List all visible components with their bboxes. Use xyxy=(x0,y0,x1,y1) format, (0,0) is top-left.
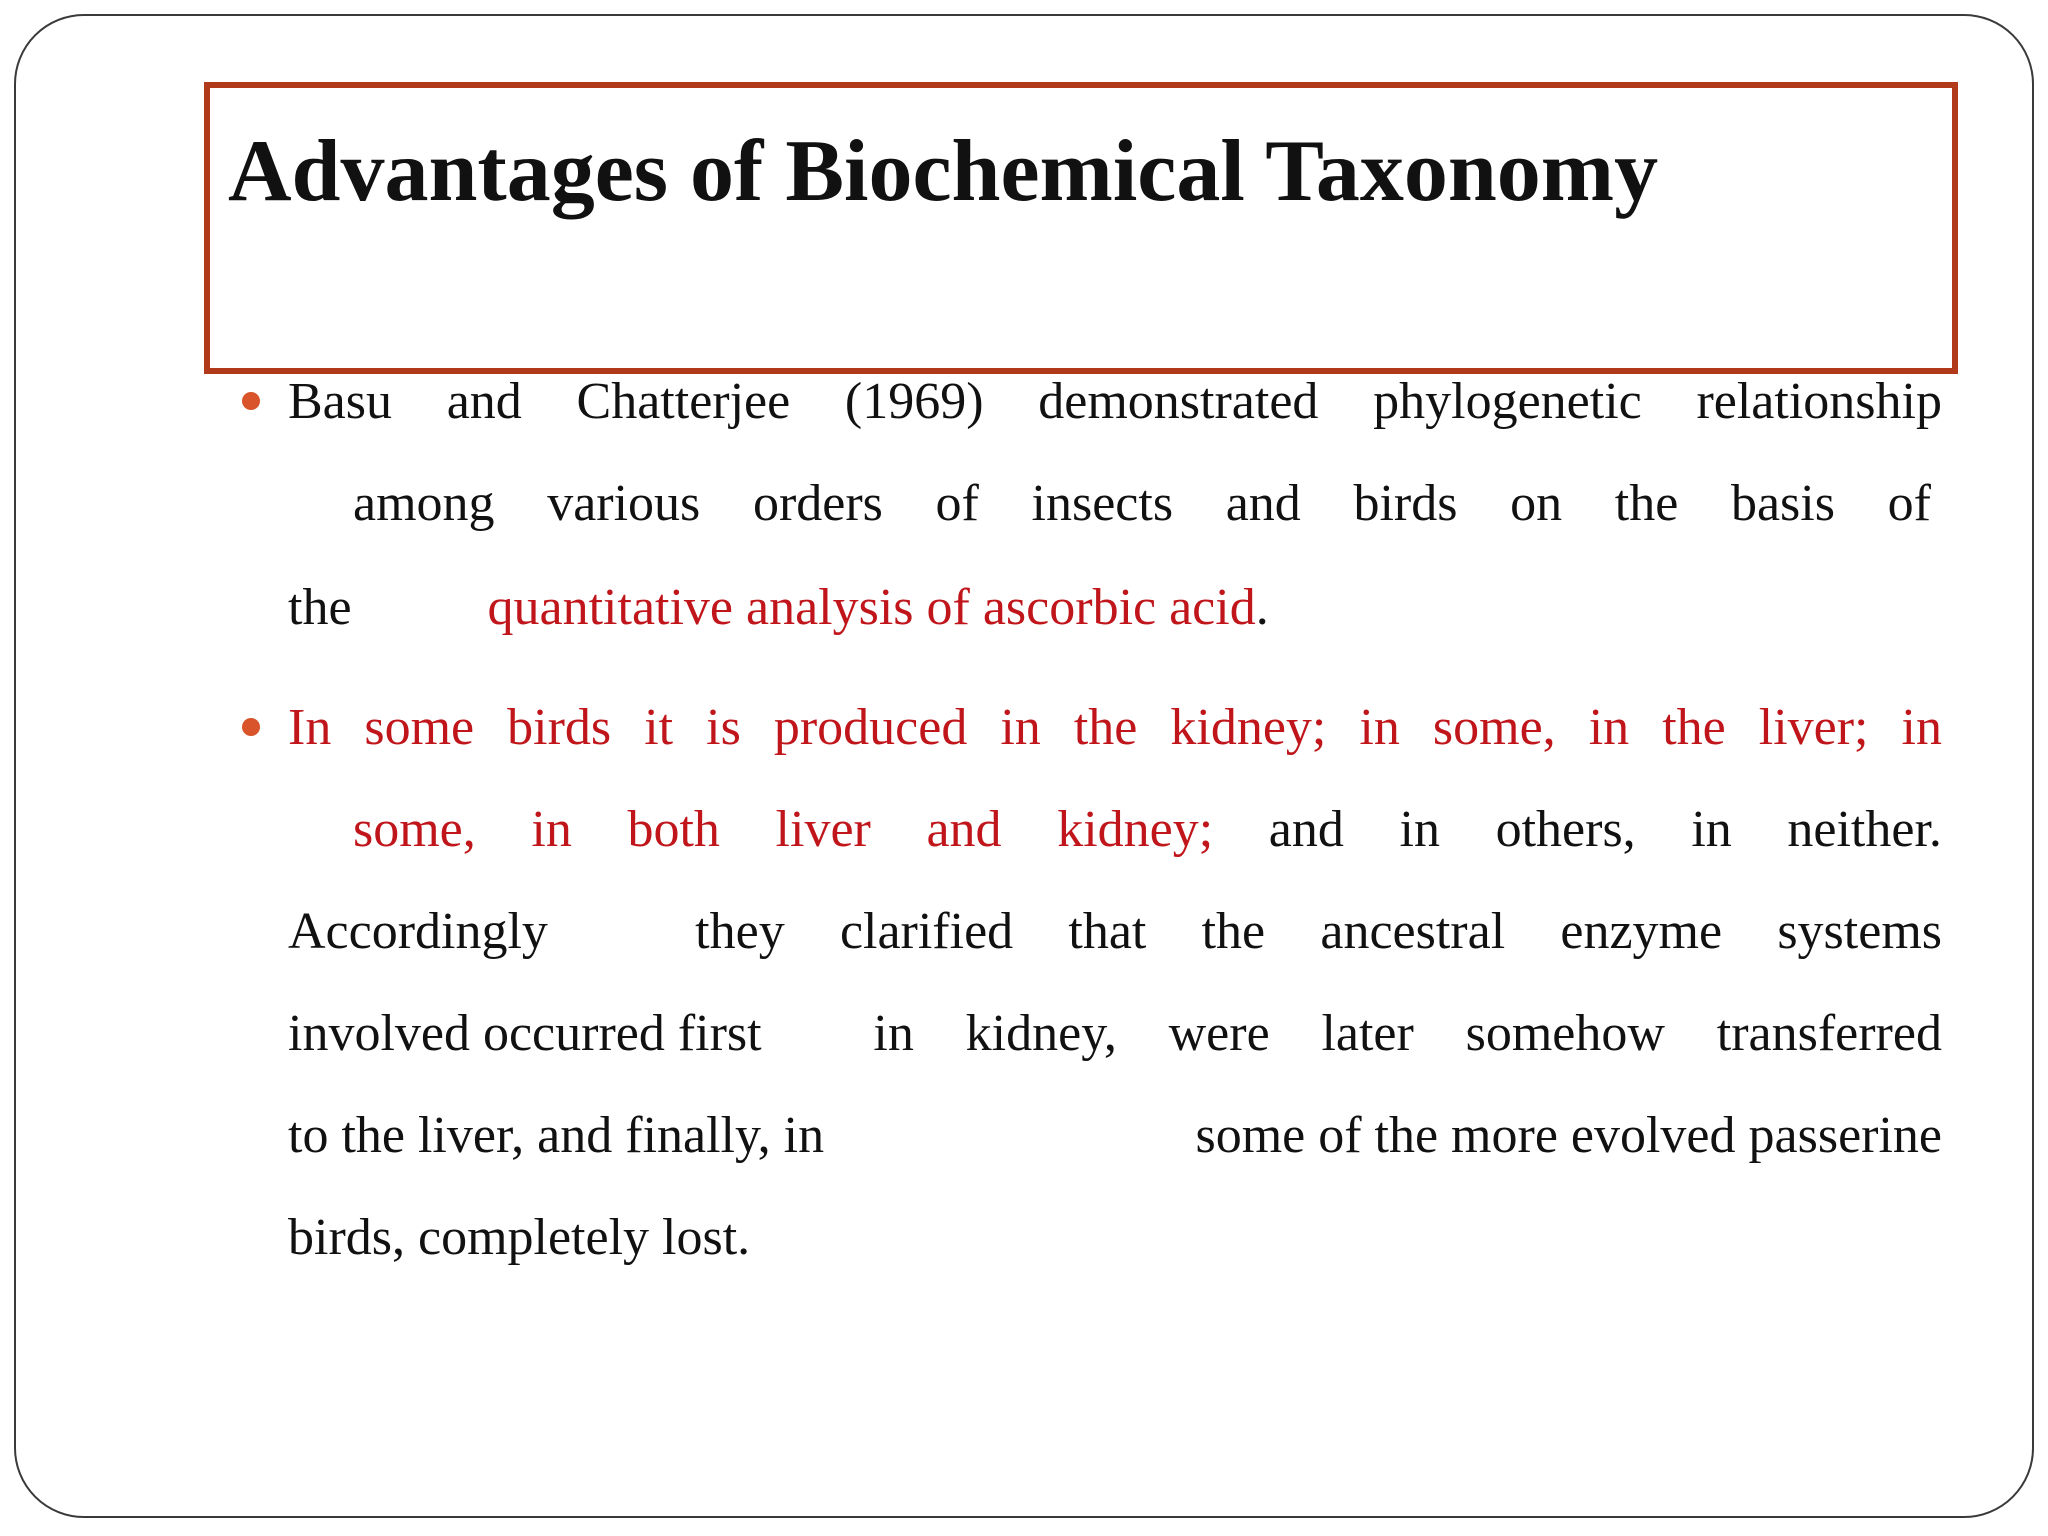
word: some, xyxy=(353,801,476,858)
word: insects xyxy=(1031,475,1174,532)
word: kidney, xyxy=(965,1005,1117,1062)
word: in xyxy=(1588,699,1630,756)
word: (1969) xyxy=(844,373,984,430)
bullet2-line2 xyxy=(353,801,1942,858)
word: somehow xyxy=(1465,1005,1665,1062)
word: in xyxy=(873,1005,914,1062)
word: is xyxy=(706,699,741,756)
word: transferred xyxy=(1716,1005,1942,1062)
word: to the liver, and finally, in xyxy=(288,1107,825,1164)
word: relationship xyxy=(1696,373,1942,430)
bullet-dot-icon xyxy=(242,392,260,410)
word: some xyxy=(364,699,475,756)
title-box xyxy=(204,82,1958,374)
bullet-dot-icon xyxy=(242,718,260,736)
word: both xyxy=(627,801,720,858)
word: it xyxy=(644,699,674,756)
word: the xyxy=(1662,699,1726,756)
word: the xyxy=(1201,903,1266,960)
word: clarified xyxy=(839,903,1014,960)
word: In xyxy=(288,699,332,756)
word: some, xyxy=(1432,699,1556,756)
word: were xyxy=(1168,1005,1270,1062)
word: birds xyxy=(1353,475,1458,532)
bullet1-line2 xyxy=(353,475,1931,532)
word: kidney; xyxy=(1170,699,1327,756)
word: demonstrated xyxy=(1038,373,1319,430)
word: Basu xyxy=(288,373,392,430)
word: others, xyxy=(1495,801,1636,858)
word: of xyxy=(1887,475,1931,532)
bullet1-line3 xyxy=(288,579,1269,636)
word: birds xyxy=(507,699,612,756)
bullet2-line1 xyxy=(288,699,1942,756)
word: produced xyxy=(773,699,968,756)
bullet2-line3 xyxy=(288,903,1942,960)
bullet2-line5 xyxy=(288,1107,1942,1164)
highlight-text: quantitative analysis of ascorbic acid xyxy=(487,579,1256,636)
word: some of the more evolved passerine xyxy=(1195,1107,1942,1164)
word: they xyxy=(695,903,785,960)
word: on xyxy=(1510,475,1563,532)
slide xyxy=(14,14,2034,1518)
word: and xyxy=(926,801,1002,858)
bullet1-line1 xyxy=(288,373,1942,430)
word: the xyxy=(288,579,352,636)
word: kidney; xyxy=(1057,801,1214,858)
word: enzyme xyxy=(1560,903,1723,960)
word: in xyxy=(1399,801,1440,858)
word: involved occurred first xyxy=(288,1005,762,1062)
word: Chatterjee xyxy=(576,373,791,430)
bullet2-line4 xyxy=(288,1005,1942,1062)
word: the xyxy=(1614,475,1679,532)
word: later xyxy=(1321,1005,1414,1062)
word: in xyxy=(1359,699,1400,756)
word: phylogenetic xyxy=(1373,373,1642,430)
word: and xyxy=(1225,475,1301,532)
punctuation: . xyxy=(1255,579,1269,636)
word: liver xyxy=(775,801,871,858)
word: that xyxy=(1068,903,1147,960)
word: in xyxy=(1691,801,1732,858)
word: in xyxy=(1901,699,1942,756)
word: various xyxy=(547,475,701,532)
word: ancestral xyxy=(1320,903,1506,960)
word: systems xyxy=(1777,903,1942,960)
word: liver; xyxy=(1758,699,1869,756)
word: and xyxy=(1268,801,1344,858)
word: orders xyxy=(752,475,883,532)
slide-title: Advantages of Biochemical Taxonomy xyxy=(228,123,1659,220)
word: Accordingly xyxy=(288,903,548,960)
word: in xyxy=(531,801,572,858)
word: basis xyxy=(1730,475,1835,532)
word: neither. xyxy=(1787,801,1942,858)
word: the xyxy=(1073,699,1138,756)
word: of xyxy=(935,475,979,532)
word: among xyxy=(353,475,495,532)
bullet2-line6: birds, completely lost. xyxy=(288,1209,751,1266)
word: and xyxy=(446,373,522,430)
word: in xyxy=(1000,699,1041,756)
